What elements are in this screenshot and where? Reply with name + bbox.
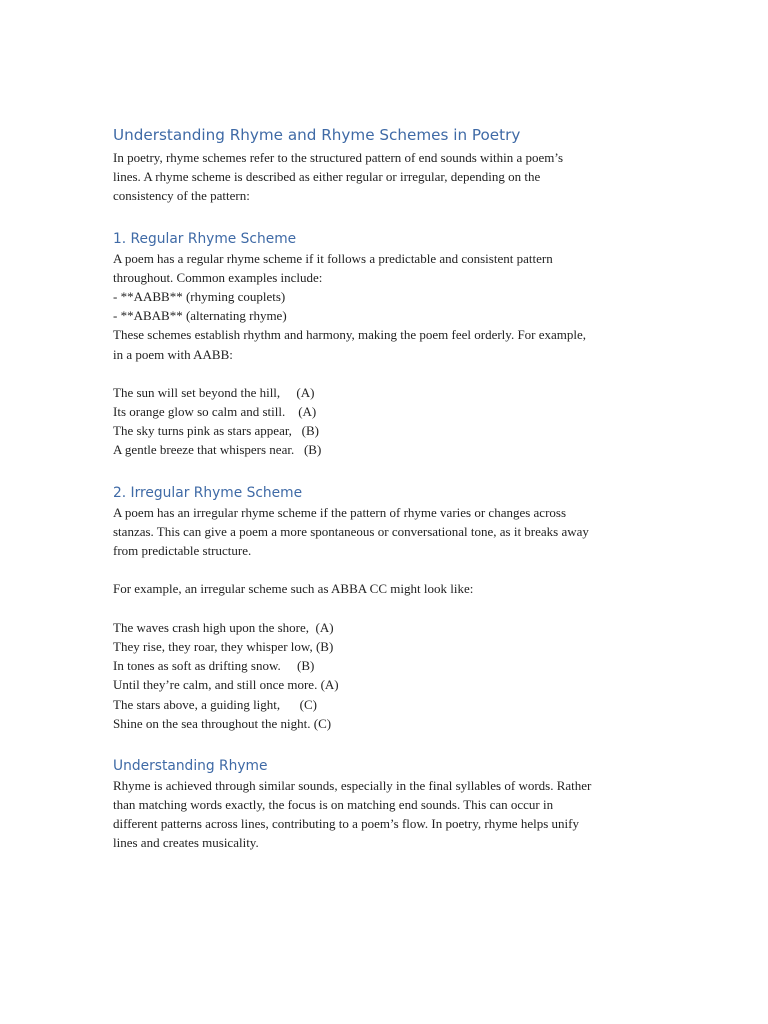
poem-line: Shine on the sea throughout the night. (C) <box>113 715 332 731</box>
poem-line: The waves crash high upon the shore, (A) <box>113 619 334 635</box>
document-page <box>113 124 673 853</box>
irregular-example-poem <box>113 618 673 733</box>
intro-line: consistency of the pattern: <box>113 188 250 204</box>
poem-line: Its orange glow so calm and still. (A) <box>113 404 317 420</box>
understanding-rhyme-heading: Understanding Rhyme <box>113 757 268 774</box>
body-line: than matching words exactly, the focus is on matching end sounds. This can occur in <box>113 797 554 813</box>
poem-line: The sky turns pink as stars appear, (B) <box>113 423 319 439</box>
body-line: from predictable structure. <box>113 543 252 558</box>
poem-line: They rise, they roar, they whisper low, (B) <box>113 638 334 654</box>
poem-line: The sun will set beyond the hill, (A) <box>113 384 315 400</box>
intro-paragraph <box>113 148 673 206</box>
body-line: A poem has an irregular rhyme scheme if the pattern of rhyme varies or changes across <box>113 504 567 520</box>
poem-line: Until they’re calm, and still once more. (A) <box>113 677 339 693</box>
regular-rhyme-heading: 1. Regular Rhyme Scheme <box>113 230 297 247</box>
body-line: stanzas. This can give a poem a more spontaneous or conversational tone, as it breaks away <box>113 523 589 539</box>
poem-line: A gentle breeze that whispers near. (B) <box>113 442 322 458</box>
irregular-rhyme-body <box>113 503 673 561</box>
poem-line: The stars above, a guiding light, (C) <box>113 696 317 712</box>
example-intro: For example, an irregular scheme such as ABBA CC might look like: <box>113 581 474 597</box>
body-line: different patterns across lines, contributing to a poem’s flow. In poetry, rhyme helps unify <box>113 816 579 832</box>
intro-line: In poetry, rhyme schemes refer to the structured pattern of end sounds within a poem’s <box>113 150 564 165</box>
body-line: - **ABAB** (alternating rhyme) <box>113 308 287 324</box>
body-line: in a poem with AABB: <box>113 346 233 362</box>
regular-example-poem <box>113 383 673 460</box>
document-title: Understanding Rhyme and Rhyme Schemes in Poetry <box>113 126 521 144</box>
body-line: A poem has a regular rhyme scheme if it follows a predictable and consistent pattern <box>113 250 553 266</box>
regular-rhyme-body <box>113 249 673 364</box>
understanding-rhyme-body <box>113 776 673 853</box>
body-line: Rhyme is achieved through similar sounds, especially in the final syllables of words. Rather <box>113 777 592 793</box>
intro-line: lines. A rhyme scheme is described as either regular or irregular, depending on the <box>113 169 541 185</box>
body-line: - **AABB** (rhyming couplets) <box>113 288 286 304</box>
body-line: throughout. Common examples include: <box>113 269 323 285</box>
body-line: These schemes establish rhythm and harmony, making the poem feel orderly. For example, <box>113 327 587 343</box>
body-line: lines and creates musicality. <box>113 835 259 851</box>
poem-line: In tones as soft as drifting snow. (B) <box>113 658 315 674</box>
irregular-rhyme-heading: 2. Irregular Rhyme Scheme <box>113 484 303 501</box>
